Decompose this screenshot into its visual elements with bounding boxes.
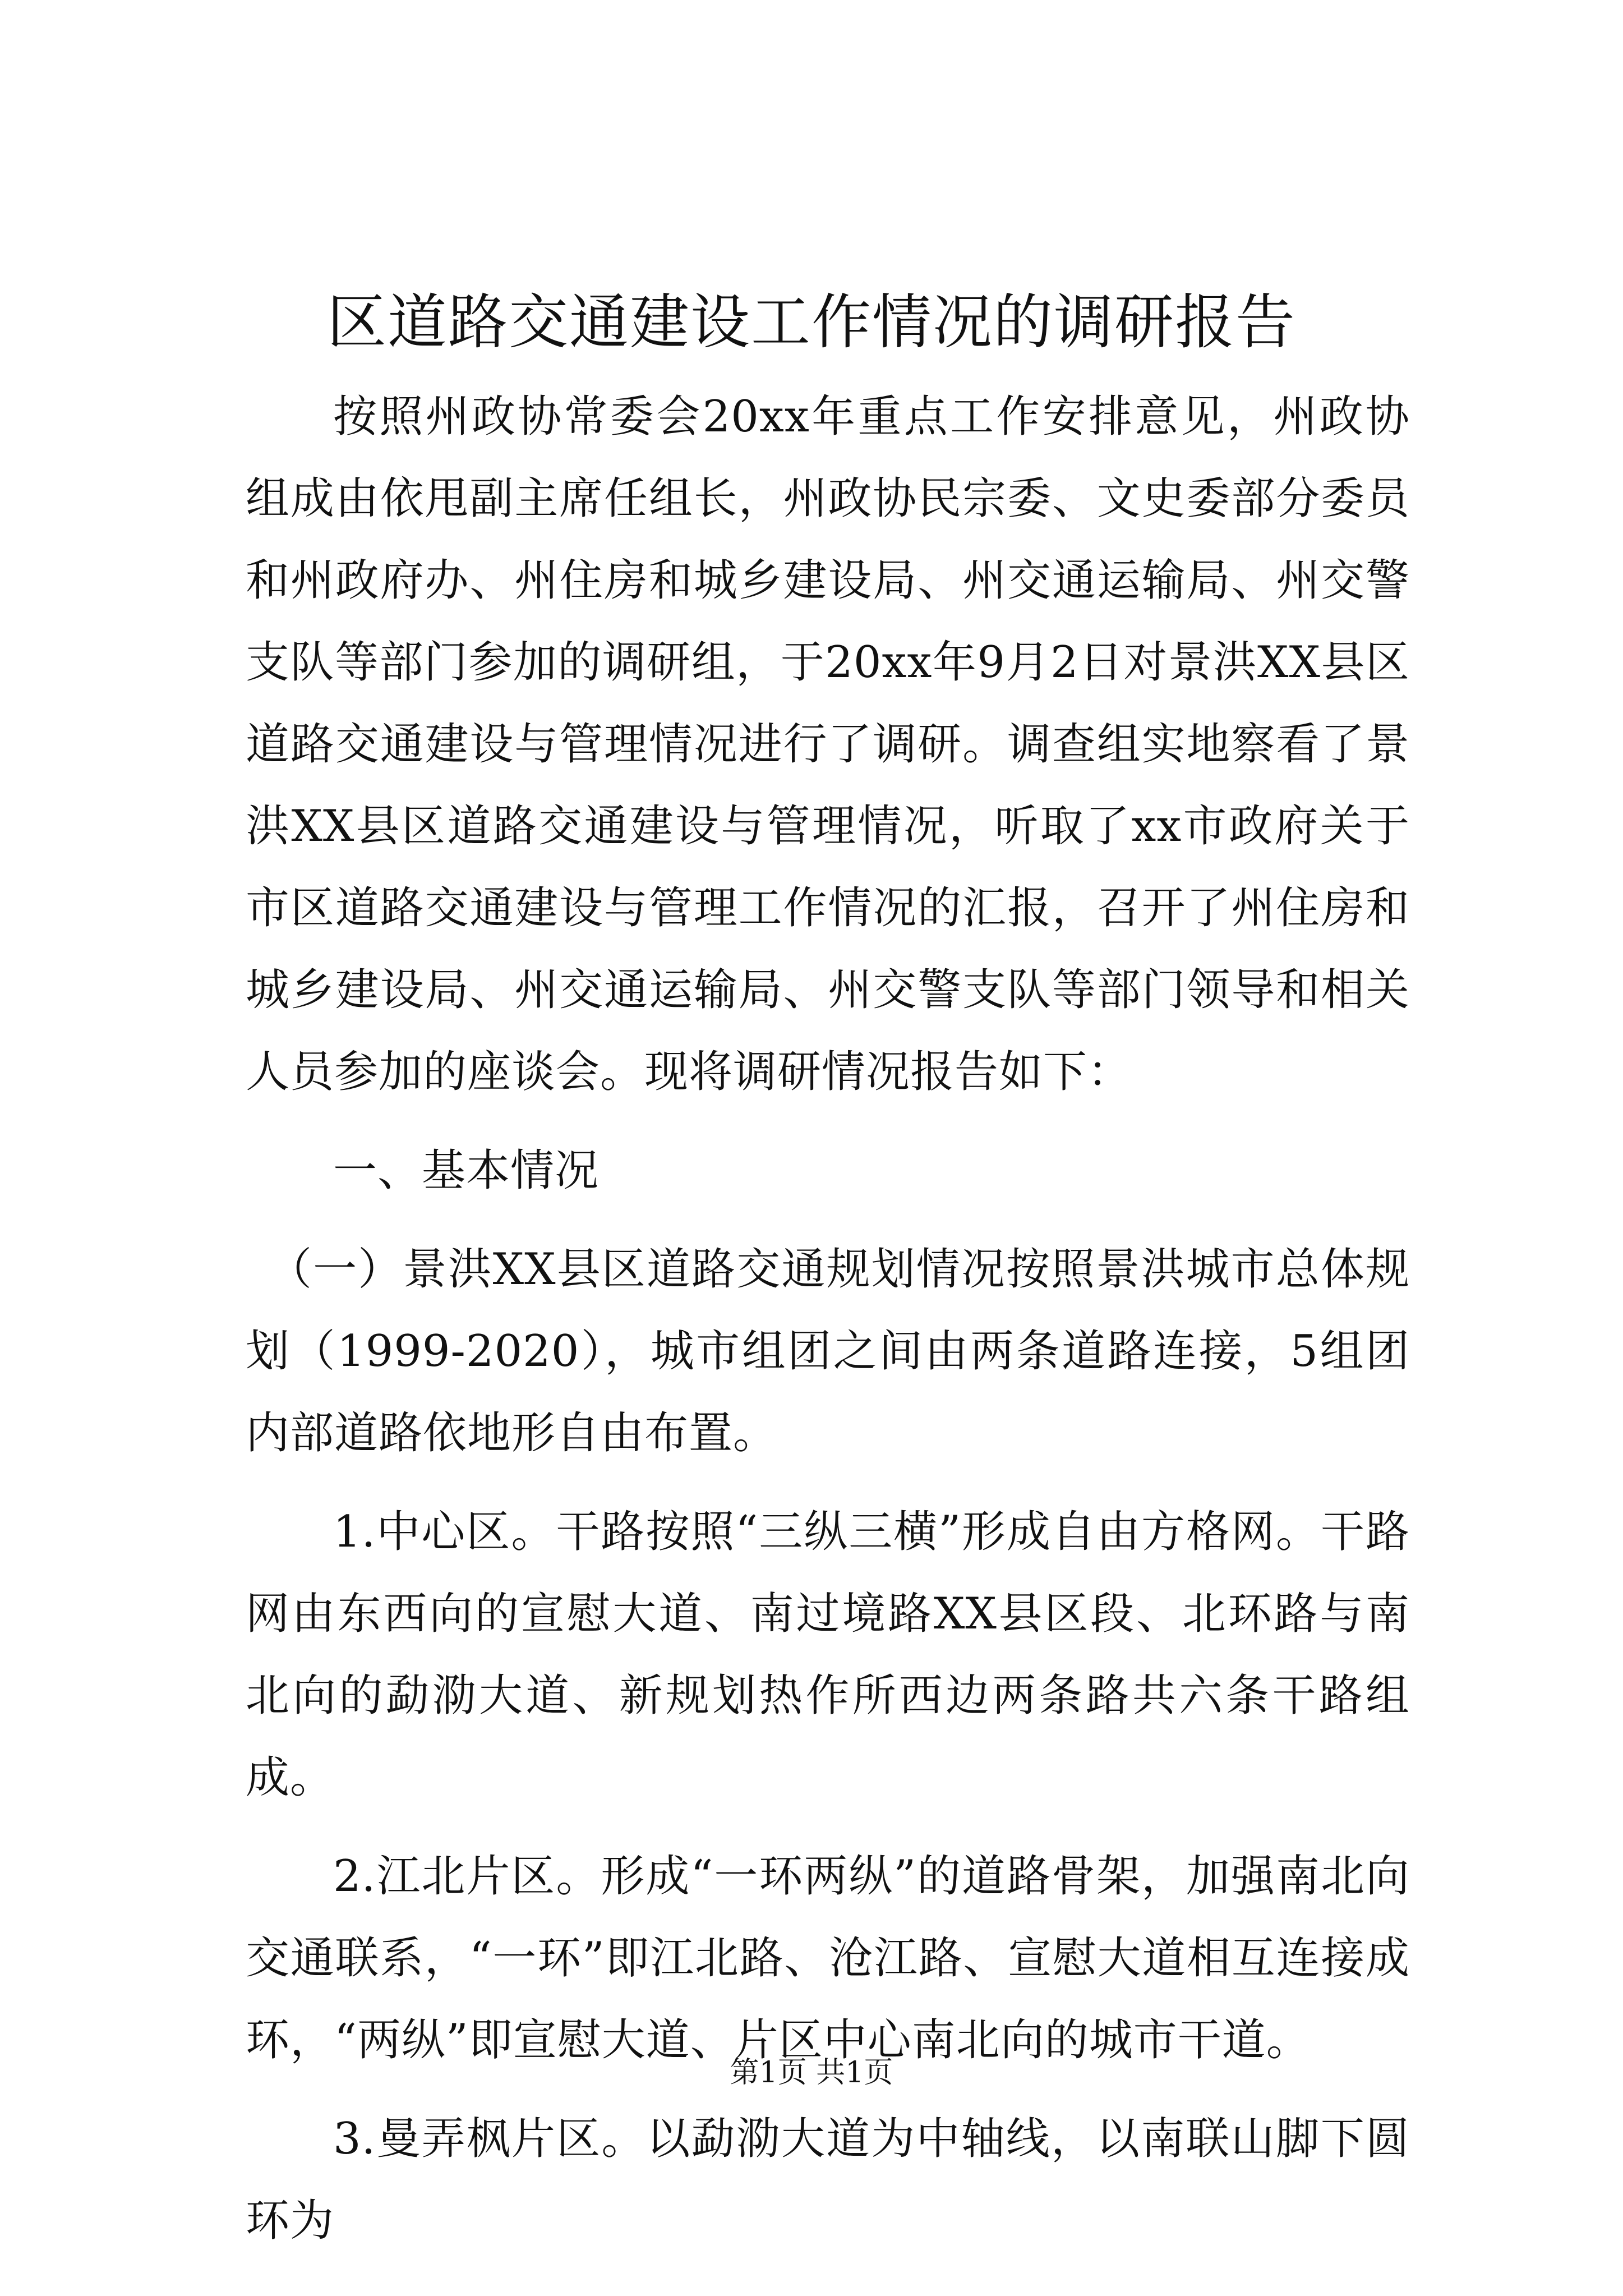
paragraph-jiangbei-district: 2.江北片区。形成“一环两纵”的道路骨架，加强南北向交通联系，“一环”即江北路、沧江路、宣慰大道相互连接成环，“两纵”即宣慰大道、片区中心南北向的城市干道。: [246, 1851, 1410, 2065]
paragraph-manongfeng-district: 3.曼弄枫片区。以勐泐大道为中轴线，以南联山脚下圆环为: [246, 2114, 1410, 2246]
paragraph-planning: （一）景洪XX县区道路交通规划情况按照景洪城市总体规划（1999-2020），城市组团之间由两条道路连接，5组团内部道路依地形自由布置。: [246, 1244, 1410, 1458]
document-title: 区道路交通建设工作情况的调研报告: [327, 288, 1296, 357]
paragraph-central-district: 1.中心区。干路按照“三纵三横”形成自由方格网。干路网由东西向的宣慰大道、南过境路XX县区段、北环路与南北向的勐泐大道、新规划热作所西边两条路共六条干路组成。: [246, 1507, 1410, 1803]
document-body: [246, 376, 1410, 2262]
section-heading-basic: 一、基本情况: [333, 1145, 600, 1196]
page-footer: 第1页 共1页: [730, 2056, 893, 2090]
paragraph-intro: 按照州政协常委会20xx年重点工作安排意见，州政协组成由依甩副主席任组长，州政协民宗委、文史委部分委员和州政府办、州住房和城乡建设局、州交通运输局、州交警支队等部门参加的调研组，于20xx年9月2日对景洪XX县区道路交通建设与管理情况进行了调研。调查组实地察看了景洪XX县区道路交通建设与管理情况，听取了xx市政府关于市区道路交通建设与管理工作情况的汇报，召开了州住房和城乡建设局、州交通运输局、州交警支队等部门领导和相关人员参加的座谈会。现将调研情况报告如下：: [246, 392, 1410, 1097]
